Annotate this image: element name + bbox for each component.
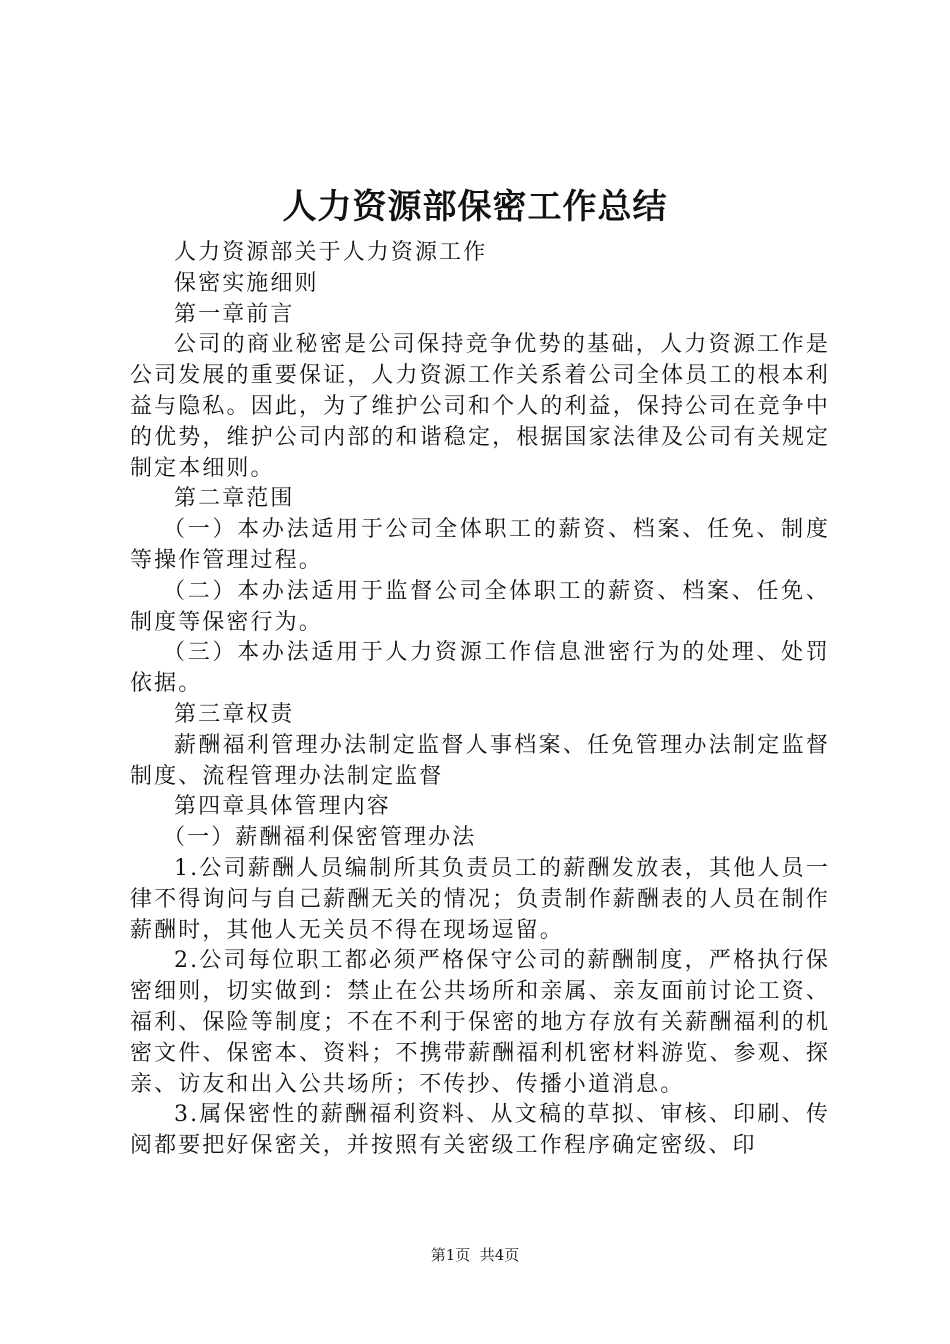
salary-rule-1: 1.公司薪酬人员编制所其负责员工的薪酬发放表，其他人员一律不得询问与自己薪酬无关的情况；负责制作薪酬表的人员在制作薪酬时，其他人无关员不得在现场逗留。 [130,855,830,943]
section-heading-salary: （一）薪酬福利保密管理办法 [163,825,477,851]
chapter-heading-4: 第四章具体管理内容 [174,794,391,820]
document-title: 人力资源部保密工作总结 [282,187,668,227]
salary-rule-2: 2.公司每位职工都必须严格保守公司的薪酬制度，严格执行保密细则，切实做到：禁止在公共场所和亲属、亲友面前讨论工资、福利、保险等制度；不在不利于保密的地方存放有关薪酬福利的机密文件、保密本、资料；不携带薪酬福利机密材料游览、参观、探亲、访友和出入公共场所；不传抄、传播小道消息。 [130,948,830,1097]
paragraph-subtitle-2: 保密实施细则 [174,270,319,296]
paragraph-responsibilities: 薪酬福利管理办法制定监督人事档案、任免管理办法制定监督制度、流程管理办法制定监督 [130,732,830,789]
chapter-heading-3: 第三章权责 [174,701,295,727]
page-number: 第1页 共4页 [430,1246,520,1264]
chapter-heading-2: 第二章范围 [174,486,295,512]
document-body [130,238,830,1162]
chapter-heading-1: 第一章前言 [174,301,295,327]
paragraph-preface: 公司的商业秘密是公司保持竞争优势的基础，人力资源工作是公司发展的重要保证，人力资源工作关系着公司全体员工的根本利益与隐私。因此，为了维护公司和个人的利益，保持公司在竞争中的优势，维护公司内部的和谐稳定，根据国家法律及公司有关规定制定本细则。 [130,332,830,481]
page-footer [0,1244,950,1266]
paragraph-subtitle-1: 人力资源部关于人力资源工作 [174,240,488,265]
scope-item-1: （一）本办法适用于公司全体职工的薪资、档案、任免、制度等操作管理过程。 [130,517,830,573]
scope-item-3: （三）本办法适用于人力资源工作信息泄密行为的处理、处罚依据。 [130,640,830,697]
scope-item-2: （二）本办法适用于监督公司全体职工的薪资、档案、任免、制度等保密行为。 [130,578,830,635]
salary-rule-3: 3.属保密性的薪酬福利资料、从文稿的草拟、审核、印刷、传阅都要把好保密关，并按照有关密级工作程序确定密级、印 [130,1102,830,1159]
